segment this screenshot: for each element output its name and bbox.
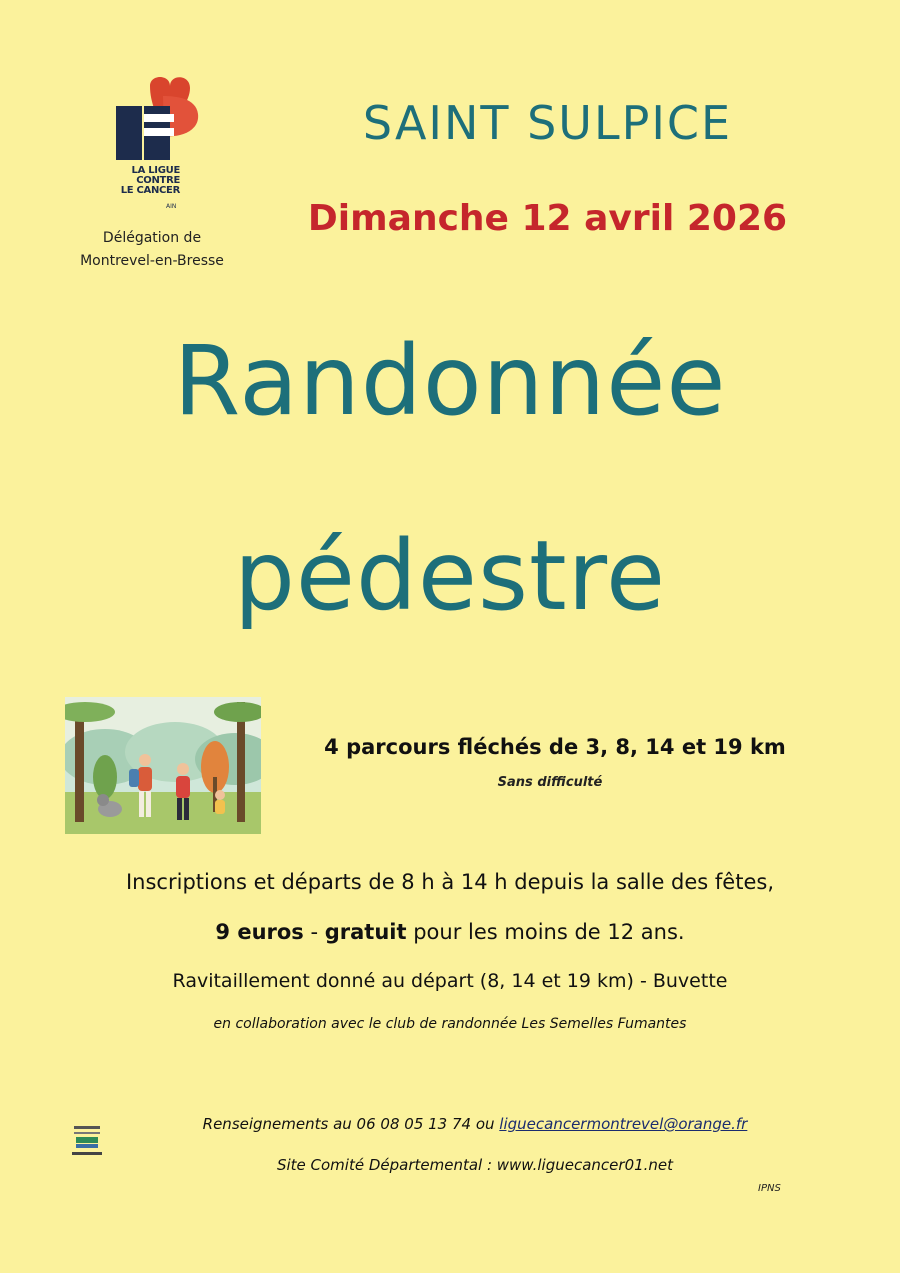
price-text [0,920,900,944]
delegation-label [62,227,242,273]
supply-text: Ravitaillement donné au départ (8, 14 et 19 km) - Buvette [172,970,728,992]
logo-region: AIN [166,203,177,210]
registration-text: Inscriptions et départs de 8 h à 14 h depuis la salle des fêtes, [125,870,774,894]
delegation-line-1: Délégation de [102,230,202,246]
hikers-illustration [65,697,261,834]
logo-wordmark [108,166,180,196]
title-line-1: Randonnée [173,325,727,437]
collaboration-text: en collaboration avec le club de randonnée Les Semelles Fumantes [213,1016,687,1032]
price-amount: 9 euros [215,920,304,944]
logo-line-2: CONTRE [136,175,180,186]
city-heading: SAINT SULPICE [362,96,733,150]
logo-line-1: LA LIGUE [131,165,180,176]
heart-logo-icon [108,76,208,168]
partner-logo [66,1122,108,1162]
event-date: Dimanche 12 avril 2026 [307,198,788,239]
free-label: gratuit [324,920,407,944]
routes-text: 4 parcours fléchés de 3, 8, 14 et 19 km [324,735,786,759]
website-line[interactable]: Site Comité Départemental : www.liguecancer01.net [276,1156,674,1174]
price-separator: - [303,920,325,944]
difficulty-text: Sans difficulté [497,775,603,790]
ligue-contre-le-cancer-logo [108,76,208,216]
contact-line [150,1115,800,1133]
delegation-line-2: Montrevel-en-Bresse [80,253,224,269]
contact-prefix: Renseignements au 06 08 05 13 74 ou [202,1115,500,1133]
ipns-label: IPNS [758,1183,781,1194]
logo-line-3: LE CANCER [120,185,180,196]
title-line-2: pédestre [233,520,667,632]
email-link[interactable]: liguecancermontrevel@orange.fr [499,1115,748,1133]
free-condition: pour les moins de 12 ans. [406,920,685,944]
